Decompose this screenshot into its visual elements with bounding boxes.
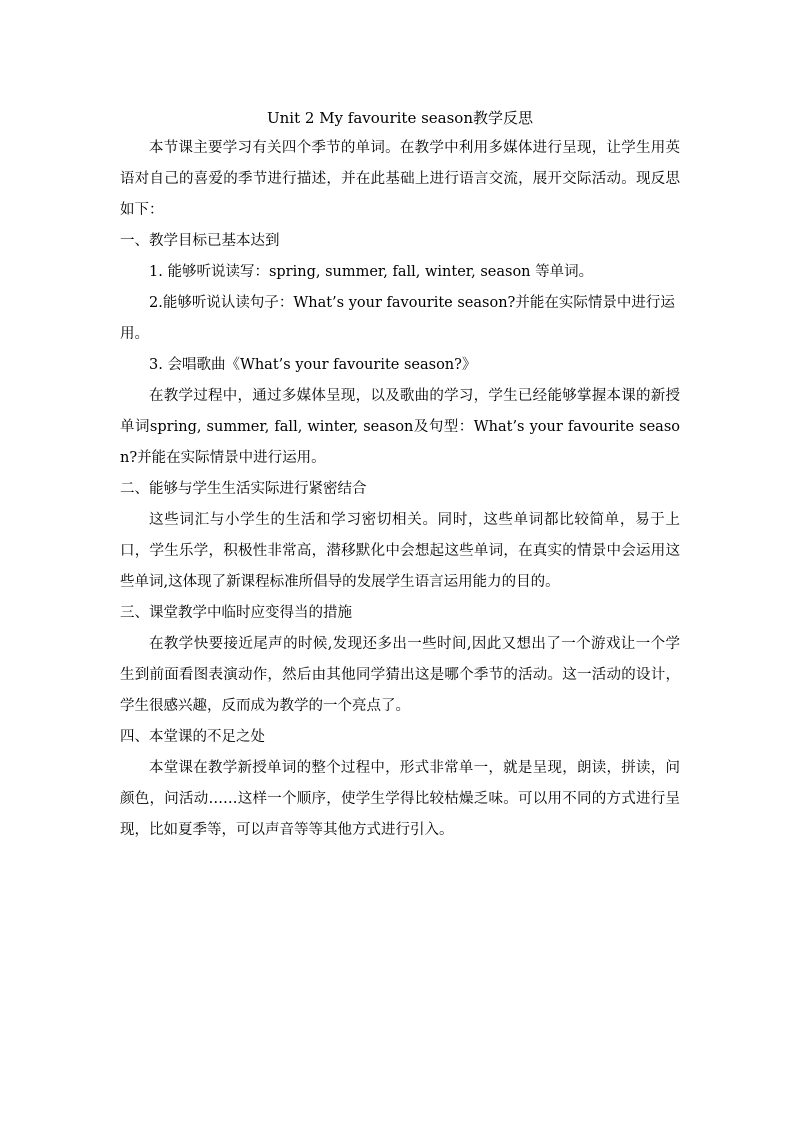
section-1-item-3: 3. 会唱歌曲《What’s your favourite season?》 [149, 357, 477, 373]
section-4-paragraph: 本堂课在教学新授单词的整个过程中，形式非常单一，就是呈现，朗读，拼读，问颜色，问活动……这样一个顺序，使学生学得比较枯燥乏味。可以用不同的方式进行呈现，比如夏季等，可以声音等等其他方式进行引入。 [120, 760, 680, 838]
document-title: Unit 2 My favourite season教学反思 [266, 109, 534, 127]
document-body [120, 104, 680, 846]
intro-paragraph: 本节课主要学习有关四个季节的单词。在教学中利用多媒体进行呈现，让学生用英语对自己的喜爱的季节进行描述，并在此基础上进行语言交流，展开交际活动。现反思如下： [120, 140, 680, 218]
section-1-item-2: 2.能够听说认读句子：What’s your favourite season?并能在实际情景中进行运用。 [120, 295, 675, 342]
section-2-paragraph: 这些词汇与小学生的生活和学习密切相关。同时，这些单词都比较简单，易于上口，学生乐学，积极性非常高，潜移默化中会想起这些单词，在真实的情景中会运用这些单词,这体现了新课程标准所倡导的发展学生语言运用能力的目的。 [120, 512, 680, 590]
section-3-paragraph: 在教学快要接近尾声的时候,发现还多出一些时间,因此又想出了一个游戏让一个学生到前面看图表演动作，然后由其他同学猜出这是哪个季节的活动。这一活动的设计，学生很感兴趣，反而成为教学的一个亮点了。 [120, 636, 680, 714]
section-1-heading: 一、教学目标已基本达到 [120, 233, 280, 249]
section-1-paragraph: 在教学过程中，通过多媒体呈现，以及歌曲的学习，学生已经能够掌握本课的新授单词spring, summer, fall, winter, season及句型：What’s your favourite season?并能在实际情景中进行运用。 [120, 388, 680, 466]
section-2-heading: 二、能够与学生生活实际进行紧密结合 [120, 481, 367, 497]
section-4-heading: 四、本堂课的不足之处 [120, 729, 265, 745]
section-3-heading: 三、课堂教学中临时应变得当的措施 [120, 605, 352, 621]
section-1-item-1: 1. 能够听说读写：spring, summer, fall, winter, season 等单词。 [149, 264, 594, 280]
